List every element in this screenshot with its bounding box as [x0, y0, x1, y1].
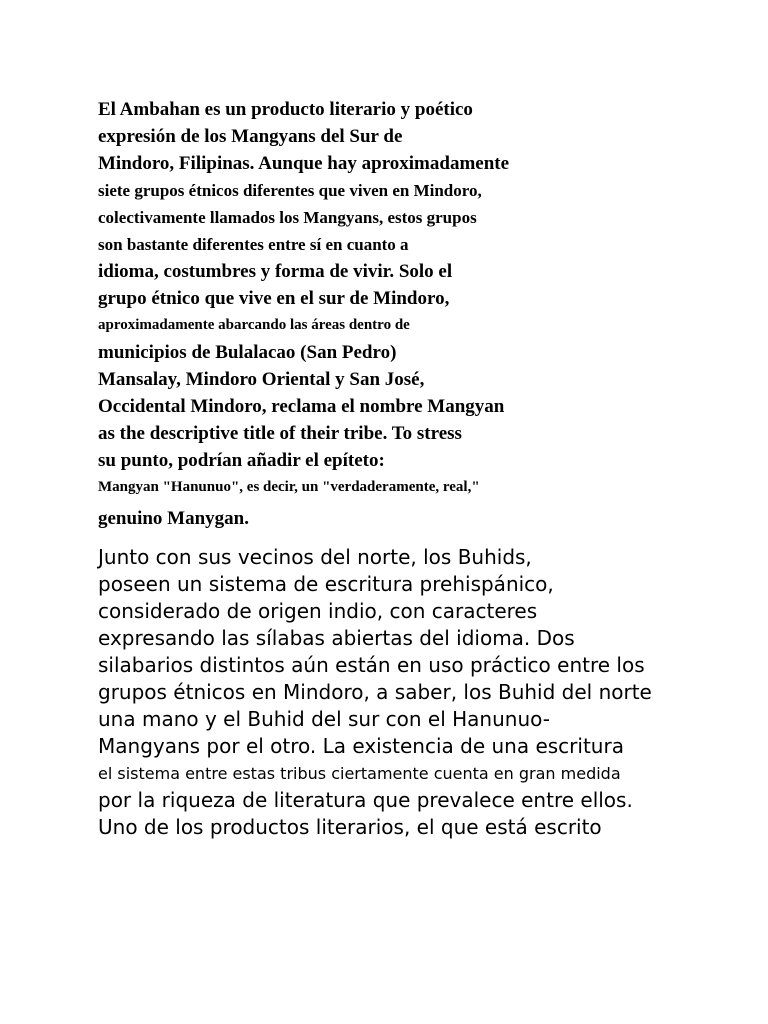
text-line: grupos étnicos en Mindoro, a saber, los Buhid del norte [98, 680, 652, 704]
text-line: colectivamente llamados los Mangyans, estos grupos [98, 208, 477, 227]
text-line: Mangyans por el otro. La existencia de una escritura [98, 734, 624, 758]
text-line: municipios de Bulalacao (San Pedro) [98, 342, 397, 363]
text-line: su punto, podrían añadir el epíteto: [98, 450, 385, 471]
text-line: expresión de los Mangyans del Sur de [98, 126, 403, 147]
text-line: Uno de los productos literarios, el que está escrito [98, 815, 602, 839]
text-line: Occidental Mindoro, reclama el nombre Mangyan [98, 396, 505, 417]
text-line: aproximadamente abarcando las áreas dentro de [98, 317, 410, 333]
text-line: el sistema entre estas tribus ciertamente cuenta en gran medida [98, 764, 621, 783]
text-line: considerado de origen indio, con caracteres [98, 599, 538, 623]
text-line: Mansalay, Mindoro Oriental y San José, [98, 369, 425, 390]
text-line: por la riqueza de literatura que prevalece entre ellos. [98, 788, 633, 812]
text-line: expresando las sílabas abiertas del idioma. Dos [98, 626, 575, 650]
paragraph-sans [98, 544, 748, 841]
text-line: una mano y el Buhid del sur con el Hanunuo- [98, 707, 550, 731]
text-line: silabarios distintos aún están en uso práctico entre los [98, 653, 645, 677]
text-line: El Ambahan es un producto literario y poético [98, 99, 473, 120]
text-line: idioma, costumbres y forma de vivir. Solo el [98, 261, 453, 282]
text-line: siete grupos étnicos diferentes que viven en Mindoro, [98, 181, 482, 200]
text-line: poseen un sistema de escritura prehispánico, [98, 572, 554, 596]
text-line: son bastante diferentes entre sí en cuanto a [98, 235, 409, 254]
paragraph-serif [98, 96, 738, 532]
text-line: Mangyan "Hanunuo", es decir, un "verdaderamente, real," [98, 479, 480, 495]
text-line: as the descriptive title of their tribe. To stress [98, 423, 462, 444]
text-line: grupo étnico que vive en el sur de Mindoro, [98, 288, 450, 309]
text-line: genuino Manygan. [98, 508, 249, 529]
text-line: Mindoro, Filipinas. Aunque hay aproximadamente [98, 153, 510, 174]
text-line: Junto con sus vecinos del norte, los Buhids, [98, 545, 532, 569]
